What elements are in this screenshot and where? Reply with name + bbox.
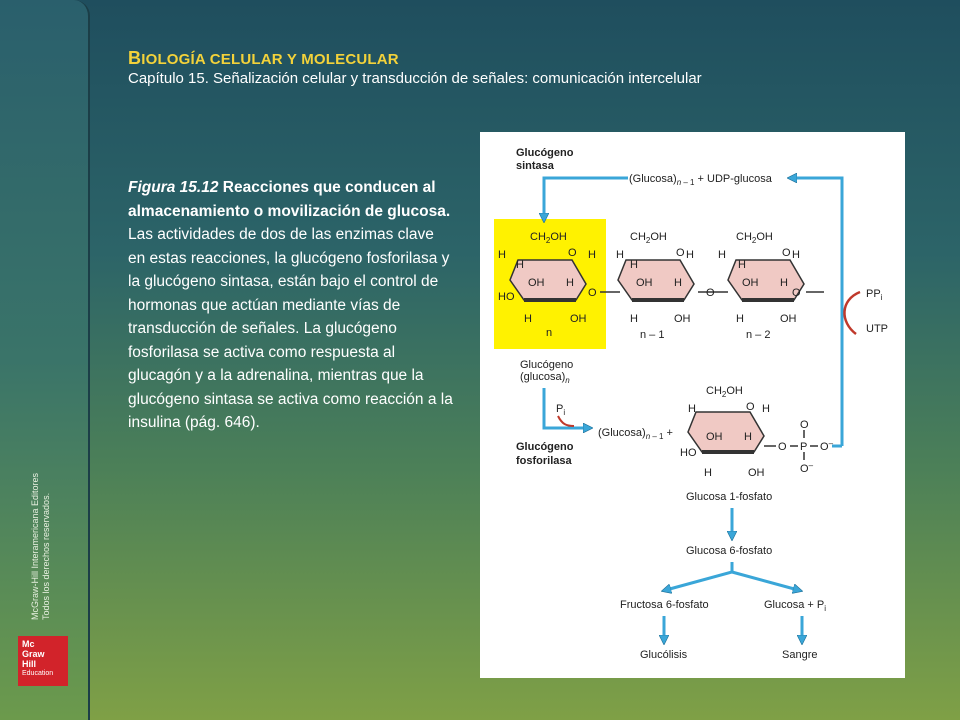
synthase-label-1: Glucógeno [516, 147, 574, 159]
mcgraw-hill-logo: Mc Graw Hill Education [18, 636, 68, 686]
glucose-6p-label: Glucosa 6-fosfato [686, 545, 773, 557]
fructose-6p-label: Fructosa 6-fosfato [620, 599, 709, 611]
arrow-to-f6p [666, 562, 732, 590]
figure-label: Figura 15.12 [128, 179, 219, 196]
utp-label: UTP [866, 323, 888, 335]
svg-text:OH: OH [748, 467, 765, 479]
svg-text:O: O [778, 441, 787, 453]
svg-text:O: O [792, 287, 801, 299]
svg-text:P: P [800, 441, 808, 453]
svg-text:n – 2: n – 2 [746, 329, 771, 341]
svg-text:H: H [738, 259, 746, 271]
glucose-pi-label: $Glucosa + P_i$ [764, 599, 827, 613]
svg-text:CH2OH: $CH_2OH$ [630, 231, 667, 245]
diagram-svg [480, 132, 905, 678]
caption-title: Reacciones que conducen al almacenamiento o movilización de glucosa. [128, 179, 451, 220]
svg-text:CH2OH: $CH_2OH$ [736, 231, 773, 245]
svg-text:H: H [516, 259, 524, 271]
svg-text:OH: OH [528, 277, 545, 289]
svg-text:CH2OH: $CH_2OH$ [530, 231, 567, 245]
glucose-ring-n2 [718, 231, 804, 341]
svg-text:OH: OH [674, 313, 691, 325]
blood-label: Sangre [782, 649, 818, 661]
svg-text:O: O [568, 247, 577, 259]
copyright-line-1: McGraw-Hill Interamericana Editores [30, 472, 40, 620]
chapter-title: Capítulo 15. Señalización celular y transducción de señales: comunicación intercelular [128, 70, 702, 87]
copyright-notice [30, 473, 52, 620]
phosphorylase-label-1: Glucógeno [516, 441, 574, 453]
svg-text:H: H [566, 277, 574, 289]
svg-text:HO: HO [680, 447, 697, 459]
svg-text:O: O [782, 247, 791, 259]
svg-text:CH2OH: $CH_2OH$ [706, 385, 743, 399]
glycolysis-label: Glucólisis [640, 649, 688, 661]
svg-text:H: H [630, 313, 638, 325]
svg-text:HO: HO [498, 291, 515, 303]
svg-text:O: O [706, 287, 715, 299]
copyright-line-2: Todos los derechos reservados. [41, 492, 51, 620]
glycogen-diagram [480, 132, 905, 678]
svg-text:n – 1: n – 1 [640, 329, 665, 341]
svg-text:H: H [524, 313, 532, 325]
figure-caption [128, 176, 453, 435]
pi-label: $P_i$ [556, 403, 566, 417]
glycogen-label-1: Glucógeno [520, 359, 574, 371]
caption-body: Las actividades de dos de las enzimas clave en estas reacciones, la glucógeno fosforilasa y la glucógeno sintasa, están bajo el control de hormonas que actúan mediante vías de transducción de señales. La glucógeno fosforilasa se activa como respuesta al glucagón y a la adrenalina, mientras que la glucógeno sintasa se activa como reacción a la insulina (pág. 646). [128, 226, 453, 431]
glucose-ring-n1 [616, 231, 694, 341]
phosphorylase-arrow [544, 388, 588, 428]
course-title: BIOLOGÍA CELULAR Y MOLECULAR [128, 48, 399, 68]
glycogen-label-2: $(glucosa)_n$ [520, 371, 570, 385]
udp-glucose-label: $(Glucosa)_n - 1 + UDP-glucosa$ [629, 173, 772, 187]
svg-text:OH: OH [742, 277, 759, 289]
svg-text:H: H [630, 259, 638, 271]
glucose-n1-label: $(Glucosa)_n - 1$ + [598, 427, 673, 441]
svg-text:OH: OH [780, 313, 797, 325]
svg-text:H: H [616, 249, 624, 261]
svg-text:n: n [546, 327, 553, 339]
left-sidebar [0, 0, 90, 720]
synthase-label-2: sintasa [516, 160, 554, 172]
phosphorylase-label-2: fosforilasa [516, 455, 572, 467]
svg-text:OH: OH [706, 431, 723, 443]
ppi-utp-curve [844, 292, 860, 334]
svg-text:H: H [780, 277, 788, 289]
svg-text:OH: OH [636, 277, 653, 289]
arrow-to-glucose [732, 572, 798, 590]
svg-text:H: H [674, 277, 682, 289]
return-arrow [792, 178, 842, 446]
ppi-label: $PP_i$ [866, 288, 883, 302]
svg-text:O: O [588, 287, 597, 299]
svg-text:H: H [744, 431, 752, 443]
svg-text:OH: OH [570, 313, 587, 325]
glucose-1-phosphate-ring [680, 385, 834, 479]
svg-text:H: H [718, 249, 726, 261]
glucose-1p-label: Glucosa 1-fosfato [686, 491, 773, 503]
svg-text:O: O [676, 247, 685, 259]
svg-text:H: H [736, 313, 744, 325]
svg-text:O–: O– [800, 461, 814, 475]
svg-text:H: H [498, 249, 506, 261]
svg-text:H: H [704, 467, 712, 479]
svg-text:O: O [746, 401, 755, 413]
svg-text:H: H [762, 403, 770, 415]
synthesis-arrow [544, 178, 628, 218]
svg-text:O: O [800, 419, 809, 431]
svg-text:H: H [688, 403, 696, 415]
svg-text:O–: O– [820, 439, 834, 453]
svg-text:H: H [686, 249, 694, 261]
svg-text:H: H [792, 249, 800, 261]
svg-text:H: H [588, 249, 596, 261]
